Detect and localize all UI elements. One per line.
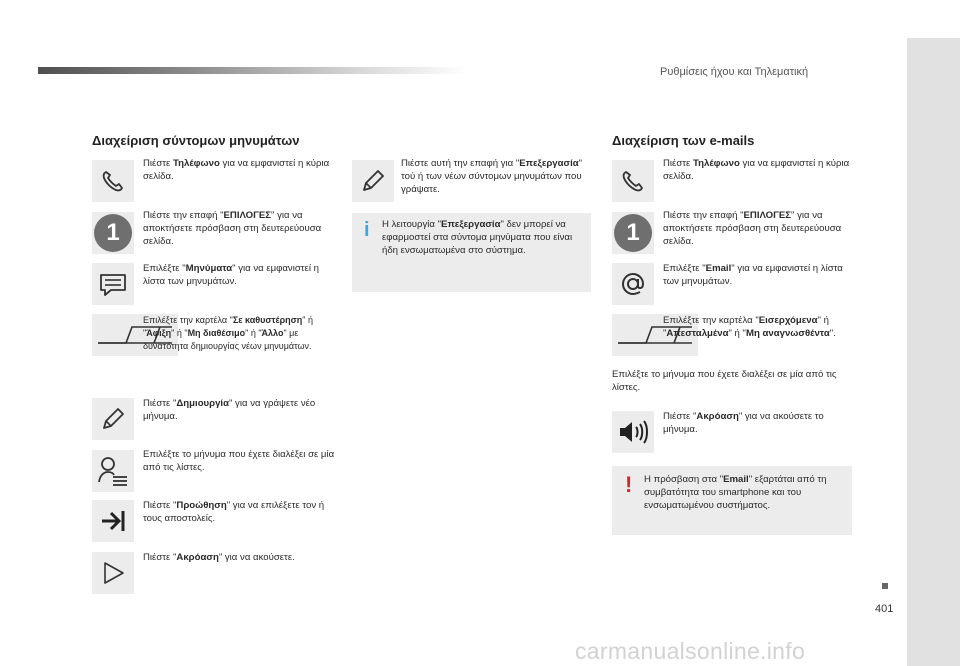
- warning-note-text: Η πρόσβαση στα "Email" εξαρτάται από τη συμβατότητα του smartphone και του ενσωματωμένου συστήματος.: [644, 474, 827, 511]
- messages-icon: [92, 263, 134, 305]
- warning-note: [612, 466, 852, 535]
- page-edge-strip: [907, 38, 960, 666]
- play-icon: [92, 552, 134, 594]
- email-step-one-badge: [612, 212, 654, 254]
- info-note-text: Η λειτουργία "Επεξεργασία" δεν μπορεί να εφαρμοστεί στα σύντομα μηνύματα που είναι ήδη ενσωματωμένα στο σύστημα.: [382, 219, 573, 256]
- badge-number: 1: [626, 219, 640, 246]
- header-rule: [38, 67, 468, 74]
- email-step-listen: Πιέστε "Ακρόαση" για να ακούσετε το μήνυμα.: [663, 411, 824, 435]
- watermark: carmanualsonline.info: [575, 638, 806, 664]
- at-sign-icon: [612, 263, 654, 305]
- email-step-select: Επιλέξτε το μήνυμα που έχετε διαλέξει σε μία από τις λίστες.: [612, 369, 837, 393]
- sms-step-tabs: Επιλέξτε την καρτέλα "Σε καθυστέρηση" ή "Άφιξη" ή "Μη διαθέσιμο" ή "Άλλο" με δυνατότητα δημιουργίας νέων μηνυμάτων.: [143, 315, 313, 351]
- info-marker: i: [364, 219, 370, 241]
- email-step-tabs: Επιλέξτε την καρτέλα "Εισερχόμενα" ή "Απεσταλμένα" ή "Μη αναγνωσθέντα".: [663, 315, 836, 339]
- sms-step-options: Πιέστε την επαφή "ΕΠΙΛΟΓΕΣ" για να αποκτήσετε πρόσβαση στη δευτερεύουσα σελίδα.: [143, 210, 322, 247]
- warning-marker: !: [625, 472, 633, 497]
- email-phone-icon: [612, 160, 654, 202]
- speaker-icon: [612, 411, 654, 453]
- sms-section-title: Διαχείριση σύντομων μηνυμάτων: [92, 133, 300, 148]
- sms-step-listen: Πιέστε "Ακρόαση" για να ακούσετε.: [143, 552, 295, 563]
- sms-step-forward: Πιέστε "Προώθηση" για να επιλέξετε τον ή τους αποστολείς.: [143, 500, 325, 524]
- email-section-title: Διαχείριση των e-mails: [612, 133, 755, 148]
- contact-list-icon: [92, 450, 134, 492]
- email-step-options: Πιέστε την επαφή "ΕΠΙΛΟΓΕΣ" για να αποκτήσετε πρόσβαση στη δευτερεύουσα σελίδα.: [663, 210, 842, 247]
- sms-step-edit: Πιέστε αυτή την επαφή για "Επεξεργασία" τού ή των νέων σύντομων μηνυμάτων που γράψατε.: [401, 158, 583, 195]
- sms-step-phone: Πιέστε Τηλέφωνο για να εμφανιστεί η κύρια σελίδα.: [143, 158, 330, 182]
- edit-pencil-icon: [352, 160, 394, 202]
- step-one-badge: [92, 212, 134, 254]
- forward-icon: [92, 500, 134, 542]
- badge-number: 1: [106, 219, 120, 246]
- info-note: [352, 213, 591, 292]
- pencil-icon: [92, 398, 134, 440]
- sms-step-messages: Επιλέξτε "Μηνύματα" για να εμφανιστεί η λίστα των μηνυμάτων.: [143, 263, 319, 287]
- phone-icon: [92, 160, 134, 202]
- page-number: 401: [875, 603, 894, 615]
- sms-step-select: Επιλέξτε το μήνυμα που έχετε διαλέξει σε μία από τις λίστες.: [143, 449, 335, 473]
- email-step-email: Επιλέξτε "Email" για να εμφανιστεί η λίστα των μηνυμάτων.: [663, 263, 843, 287]
- page-marker: [882, 583, 888, 589]
- sms-step-create: Πιέστε "Δημιουργία" για να γράψετε νέο μήνυμα.: [143, 398, 316, 422]
- section-header: Ρυθμίσεις ήχου και Τηλεματική: [660, 66, 809, 78]
- email-step-phone: Πιέστε Τηλέφωνο για να εμφανιστεί η κύρια σελίδα.: [663, 158, 850, 182]
